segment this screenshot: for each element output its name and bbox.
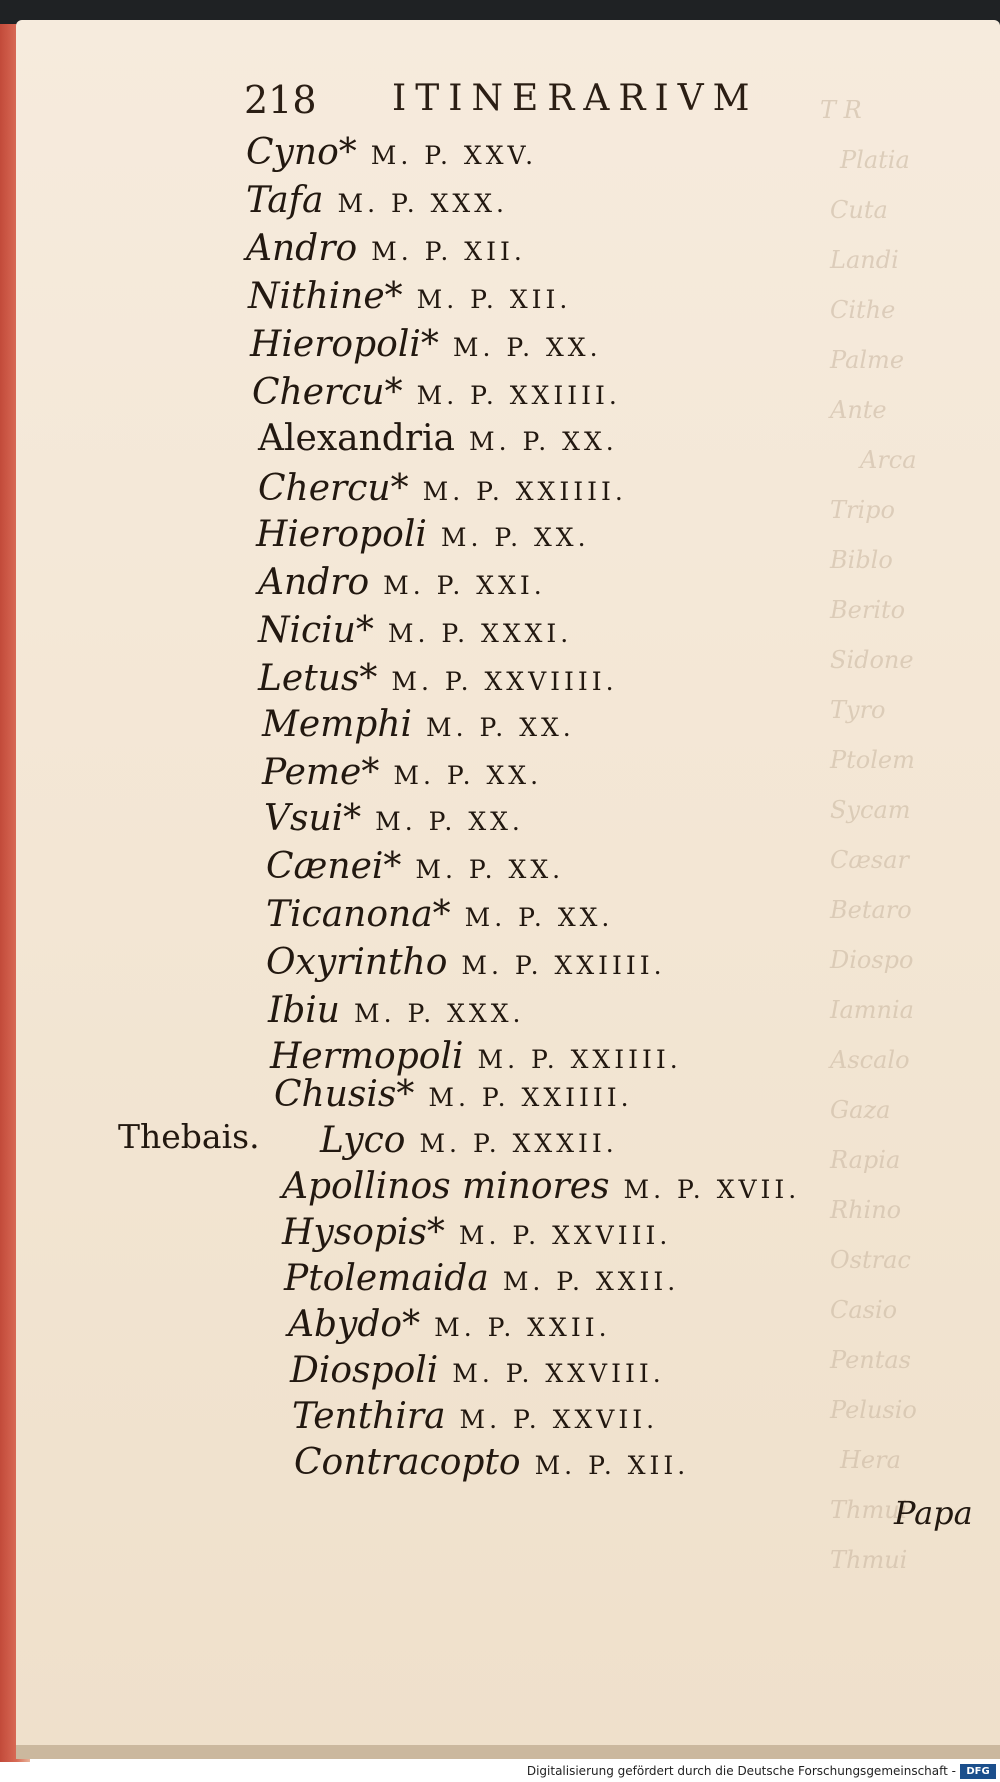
distance: M. P. XX. xyxy=(375,807,524,836)
section-label: Thebais. xyxy=(118,1117,260,1156)
dfg-logo-icon: DFG xyxy=(960,1764,996,1779)
distance: M. P. XXXI. xyxy=(387,619,573,648)
catchword: Papa xyxy=(894,1494,973,1532)
place-name: Chercu* xyxy=(258,468,409,509)
distance: M. P. XXX. xyxy=(337,189,508,218)
list-item xyxy=(266,894,613,935)
list-item xyxy=(264,798,524,839)
place-name: Hieropoli* xyxy=(250,324,439,365)
place-name: Apollinos minores xyxy=(282,1166,610,1207)
list-item xyxy=(290,1350,665,1391)
distance: M. P. XXVIIII. xyxy=(391,667,618,696)
list-item xyxy=(266,846,564,887)
distance: M. P. XXX. xyxy=(353,999,525,1028)
distance: M. P. XII. xyxy=(534,1451,690,1480)
place-name: Alexandria xyxy=(258,418,455,459)
list-item xyxy=(258,468,627,509)
distance: M. P. XXVII. xyxy=(459,1405,659,1434)
distance: M. P. XII. xyxy=(371,237,526,266)
list-item xyxy=(320,1120,618,1161)
place-name: Lyco xyxy=(320,1120,406,1161)
place-name: Ticanona* xyxy=(266,894,451,935)
distance: M. P. XXIIII. xyxy=(461,951,666,980)
place-name: Niciu* xyxy=(258,610,374,651)
distance: M. P. XX. xyxy=(469,427,618,456)
list-item xyxy=(252,372,621,413)
place-name: Hysopis* xyxy=(282,1212,445,1253)
distance: M. P. XX. xyxy=(393,761,543,790)
place-name: Hieropoli xyxy=(256,514,427,555)
place-name: Diospoli xyxy=(290,1350,439,1391)
place-name: Cænei* xyxy=(266,846,402,887)
place-name: Andro xyxy=(246,228,358,269)
distance: M. P. XXVIII. xyxy=(452,1359,665,1388)
list-item xyxy=(250,324,602,365)
list-item xyxy=(270,1036,682,1077)
list-item xyxy=(274,1074,633,1115)
place-name: Vsui* xyxy=(264,798,362,839)
list-item xyxy=(282,1166,800,1207)
distance: M. P. XXI. xyxy=(383,571,546,600)
place-name: Nithine* xyxy=(248,276,403,317)
list-item xyxy=(258,658,618,699)
list-item xyxy=(294,1442,689,1483)
place-name: Ibiu xyxy=(268,990,340,1031)
place-name: Chercu* xyxy=(252,372,403,413)
list-item xyxy=(282,1212,671,1253)
place-name: Tafa xyxy=(246,180,324,221)
place-name: Memphi xyxy=(262,704,413,745)
list-item xyxy=(266,942,666,983)
place-name: Andro xyxy=(258,562,370,603)
list-item xyxy=(262,704,575,745)
place-name: Tenthira xyxy=(292,1396,446,1437)
distance: M. P. XXV. xyxy=(370,141,538,170)
distance: M. P. XXIIII. xyxy=(422,477,627,506)
place-name: Peme* xyxy=(262,752,380,793)
distance: M. P. XVII. xyxy=(623,1175,801,1204)
list-item xyxy=(288,1304,611,1345)
distance: M. P. XX. xyxy=(415,855,565,884)
distance: M. P. XII. xyxy=(416,285,572,314)
distance: M. P. XX. xyxy=(452,333,602,362)
distance: M. P. XXIIII. xyxy=(477,1045,682,1074)
list-item xyxy=(258,418,618,459)
distance: M. P. XXII. xyxy=(502,1267,680,1296)
place-name: Hermopoli xyxy=(270,1036,464,1077)
list-item xyxy=(246,228,526,269)
running-title: ITINERARIVM xyxy=(392,78,759,119)
list-item xyxy=(246,132,537,173)
place-name: Contracopto xyxy=(294,1442,521,1483)
list-item xyxy=(246,180,508,221)
distance: M. P. XXIIII. xyxy=(416,381,621,410)
place-name: Chusis* xyxy=(274,1074,415,1115)
distance: M. P. XXII. xyxy=(434,1313,611,1342)
place-name: Abydo* xyxy=(288,1304,421,1345)
footer-credit: Digitalisierung gefördert durch die Deutsche Forschungsgemeinschaft - xyxy=(526,1764,956,1778)
digitization-footer xyxy=(0,1762,1000,1782)
list-item xyxy=(258,562,546,603)
page-number: 218 xyxy=(244,78,317,122)
page-bottom-edge xyxy=(16,1745,1000,1759)
list-item xyxy=(262,752,542,793)
list-item xyxy=(268,990,524,1031)
list-item xyxy=(284,1258,679,1299)
place-name: Oxyrintho xyxy=(266,942,448,983)
distance: M. P. XXXII. xyxy=(419,1129,618,1158)
place-name: Ptolemaida xyxy=(284,1258,489,1299)
place-name: Cyno* xyxy=(246,132,357,173)
list-item xyxy=(292,1396,658,1437)
distance: M. P. XXVIII. xyxy=(458,1221,672,1250)
list-item xyxy=(258,610,572,651)
list-item xyxy=(248,276,571,317)
distance: M. P. XX. xyxy=(426,713,575,742)
distance: M. P. XX. xyxy=(464,903,614,932)
distance: M. P. XXIIII. xyxy=(428,1083,633,1112)
place-name: Letus* xyxy=(258,658,378,699)
distance: M. P. XX. xyxy=(440,523,590,552)
list-item xyxy=(256,514,590,555)
